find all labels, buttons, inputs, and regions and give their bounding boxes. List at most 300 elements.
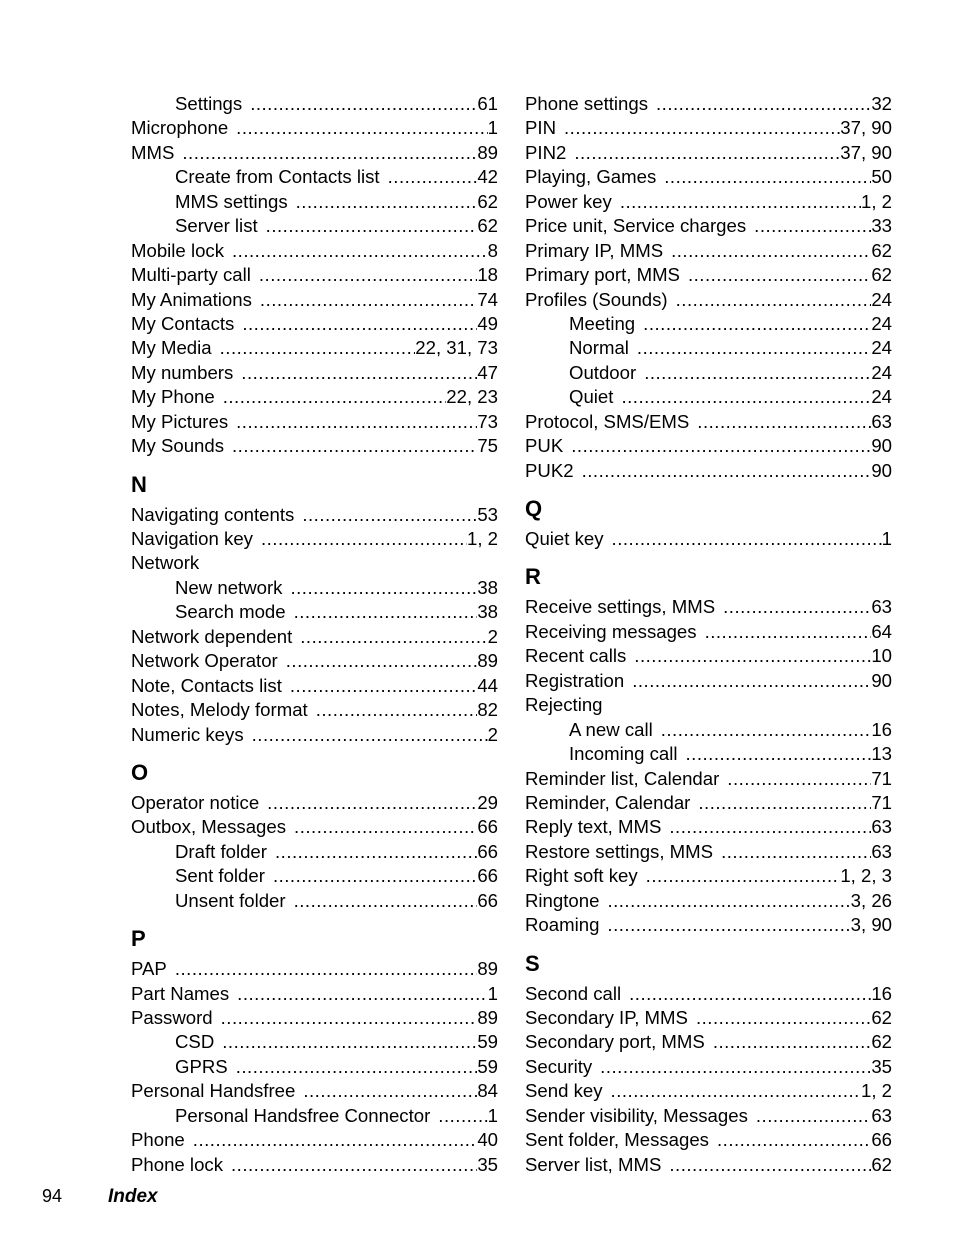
- index-subentry: [131, 1030, 498, 1054]
- entry-term: Notes, Melody format: [131, 699, 308, 721]
- index-subentry: [131, 840, 498, 864]
- index-entry: [131, 551, 498, 575]
- index-entry: [525, 141, 892, 165]
- entry-pages: 42: [477, 166, 498, 188]
- entry-pages: 2: [487, 625, 498, 647]
- entry-term: Primary port, MMS: [525, 264, 680, 286]
- index-entry: [131, 957, 498, 981]
- index-entry: [131, 434, 498, 458]
- index-entry: [131, 503, 498, 527]
- index-entry: [525, 864, 892, 888]
- entry-pages: 24: [871, 337, 892, 359]
- dot-leader: [571, 434, 871, 458]
- entry-term: New network: [175, 576, 283, 598]
- entry-pages: 62: [477, 190, 498, 212]
- dot-leader: [193, 1128, 478, 1152]
- index-entry: [525, 165, 892, 189]
- index-entry: [131, 1128, 498, 1152]
- entry-pages: 24: [871, 312, 892, 334]
- entry-term: Second call: [525, 982, 622, 1004]
- entry-term: Navigation key: [131, 528, 253, 549]
- entry-pages: 84: [477, 1080, 498, 1102]
- entry-pages: 66: [477, 865, 498, 887]
- entry-term: Network: [131, 552, 200, 574]
- index-entry: [525, 239, 892, 263]
- entry-term: Receive settings, MMS: [525, 596, 716, 618]
- entry-term: Server list: [175, 215, 258, 237]
- entry-term: Right soft key: [525, 865, 638, 887]
- dot-leader: [697, 410, 871, 434]
- entry-term: Outdoor: [569, 361, 637, 383]
- index-subentry: [525, 718, 892, 742]
- entry-pages: 66: [477, 840, 498, 862]
- dot-leader: [611, 1079, 861, 1103]
- entry-pages: 1: [881, 528, 892, 549]
- dot-leader: [232, 434, 477, 458]
- index-entry: [525, 434, 892, 458]
- entry-pages: 22, 31, 73: [415, 337, 498, 359]
- index-entry: [131, 336, 498, 360]
- dot-leader: [303, 1079, 477, 1103]
- dot-leader: [261, 527, 467, 551]
- entry-pages: 1: [487, 1104, 498, 1126]
- index-entry: [525, 913, 892, 937]
- entry-pages: 1, 2: [860, 1080, 892, 1102]
- entry-pages: 59: [477, 1031, 498, 1053]
- index-entry: [525, 410, 892, 434]
- index-entry: [131, 723, 498, 747]
- dot-leader: [252, 723, 488, 747]
- index-entry: [525, 1128, 892, 1152]
- dot-leader: [294, 815, 477, 839]
- entry-term: Restore settings, MMS: [525, 840, 714, 862]
- entry-term: Network dependent: [131, 625, 293, 647]
- entry-pages: 37, 90: [840, 117, 892, 139]
- entry-pages: 66: [871, 1129, 892, 1151]
- dot-leader: [634, 644, 871, 668]
- entry-pages: 73: [477, 410, 498, 432]
- dot-leader: [656, 92, 871, 116]
- index-entry: [525, 620, 892, 644]
- entry-pages: 63: [871, 1104, 892, 1126]
- entry-term: PIN2: [525, 141, 567, 163]
- entry-term: Protocol, SMS/EMS: [525, 410, 690, 432]
- entry-pages: 35: [871, 1055, 892, 1077]
- dot-leader: [182, 141, 477, 165]
- dot-leader: [266, 214, 478, 238]
- dot-leader: [316, 698, 478, 722]
- index-entry: [131, 527, 498, 551]
- entry-term: Search mode: [175, 601, 286, 623]
- dot-leader: [756, 1104, 871, 1128]
- entry-term: Sender visibility, Messages: [525, 1104, 748, 1126]
- dot-leader: [669, 815, 871, 839]
- index-subentry: [525, 385, 892, 409]
- entry-term: My Contacts: [131, 312, 235, 334]
- dot-leader: [290, 576, 477, 600]
- entry-term: Numeric keys: [131, 723, 244, 745]
- entry-term: Reminder, Calendar: [525, 791, 691, 813]
- entry-pages: 74: [477, 288, 498, 310]
- dot-leader: [671, 239, 871, 263]
- dot-leader: [686, 742, 872, 766]
- index-subentry: [131, 600, 498, 624]
- dot-leader: [231, 1153, 477, 1177]
- index-entry: [525, 669, 892, 693]
- entry-term: Rejecting: [525, 694, 603, 716]
- dot-leader: [698, 791, 871, 815]
- entry-term: Normal: [569, 337, 629, 359]
- entry-pages: 38: [477, 576, 498, 598]
- dot-leader: [621, 385, 871, 409]
- entry-pages: 47: [477, 361, 498, 383]
- entry-term: Incoming call: [569, 743, 678, 765]
- entry-pages: 63: [871, 840, 892, 862]
- entry-term: Network Operator: [131, 650, 278, 672]
- index-entry: [131, 1153, 498, 1177]
- dot-leader: [223, 385, 447, 409]
- entry-term: Meeting: [569, 312, 636, 334]
- entry-pages: 1, 2, 3: [840, 865, 892, 887]
- dot-leader: [294, 889, 478, 913]
- entry-pages: 62: [871, 239, 892, 261]
- dot-leader: [267, 791, 477, 815]
- entry-term: Primary IP, MMS: [525, 239, 664, 261]
- index-entry: [131, 1006, 498, 1030]
- entry-pages: 62: [477, 215, 498, 237]
- index-entry: [525, 1104, 892, 1128]
- index-letter-heading: R: [525, 564, 541, 590]
- dot-leader: [236, 1055, 478, 1079]
- index-entry: [131, 625, 498, 649]
- entry-term: Draft folder: [175, 840, 267, 862]
- entry-pages: 10: [871, 645, 892, 667]
- entry-term: My Phone: [131, 386, 215, 408]
- dot-leader: [294, 600, 478, 624]
- index-letter-heading: Q: [525, 496, 543, 521]
- index-letter-heading: O: [131, 759, 149, 785]
- dot-leader: [646, 864, 841, 888]
- entry-pages: 38: [477, 601, 498, 623]
- entry-term: Profiles (Sounds): [525, 288, 668, 310]
- dot-leader: [237, 982, 487, 1006]
- dot-leader: [717, 1128, 871, 1152]
- entry-pages: 71: [871, 791, 892, 813]
- dot-leader: [222, 1030, 477, 1054]
- entry-term: Microphone: [131, 117, 229, 139]
- entry-pages: 16: [871, 982, 892, 1004]
- page-number: 94: [42, 1186, 63, 1206]
- entry-term: My Sounds: [131, 435, 225, 457]
- index-entry: [525, 263, 892, 287]
- entry-pages: 16: [871, 718, 892, 740]
- index-subentry: [131, 889, 498, 913]
- index-entry: [525, 459, 892, 483]
- entry-term: Roaming: [525, 914, 600, 936]
- entry-term: Create from Contacts list: [175, 166, 380, 188]
- entry-term: MMS settings: [175, 190, 288, 212]
- entry-term: CSD: [175, 1031, 215, 1053]
- entry-pages: 82: [477, 699, 498, 721]
- entry-term: Power key: [525, 190, 612, 212]
- entry-term: Part Names: [131, 982, 230, 1004]
- entry-term: Server list, MMS: [525, 1153, 662, 1175]
- index-entry: [131, 141, 498, 165]
- entry-pages: 89: [477, 958, 498, 980]
- entry-term: Unsent folder: [175, 889, 286, 911]
- dot-leader: [643, 312, 871, 336]
- entry-pages: 90: [871, 459, 892, 481]
- dot-leader: [582, 459, 872, 483]
- dot-leader: [676, 288, 872, 312]
- entry-pages: 64: [871, 620, 892, 642]
- index-entry: [525, 1030, 892, 1054]
- dot-leader: [286, 649, 478, 673]
- entry-term: Reply text, MMS: [525, 816, 662, 838]
- dot-leader: [723, 595, 871, 619]
- index-entry: [525, 214, 892, 238]
- entry-term: My Pictures: [131, 410, 229, 432]
- entry-term: GPRS: [175, 1055, 228, 1077]
- entry-pages: 1, 2: [466, 528, 498, 549]
- index-entry: [525, 889, 892, 913]
- dot-leader: [705, 620, 872, 644]
- entry-pages: 35: [477, 1153, 498, 1175]
- dot-leader: [388, 165, 478, 189]
- entry-term: Quiet: [569, 386, 614, 408]
- index-entry: [525, 116, 892, 140]
- entry-pages: 62: [871, 1007, 892, 1028]
- entry-term: Ringtone: [525, 889, 600, 911]
- dot-leader: [236, 116, 488, 140]
- index-entry: [131, 239, 498, 263]
- entry-term: Recent calls: [525, 645, 627, 667]
- entry-term: Phone settings: [525, 93, 649, 114]
- dot-leader: [664, 165, 871, 189]
- index-subentry: [131, 1104, 498, 1128]
- entry-pages: 63: [871, 410, 892, 432]
- dot-leader: [574, 141, 840, 165]
- entry-pages: 89: [477, 1007, 498, 1028]
- entry-pages: 63: [871, 596, 892, 618]
- index-subentry: [525, 361, 892, 385]
- entry-term: Outbox, Messages: [131, 816, 287, 838]
- entry-pages: 32: [871, 93, 892, 114]
- index-entry: [131, 288, 498, 312]
- index-entry: [131, 1079, 498, 1103]
- index-entry: [525, 982, 892, 1006]
- section-title: Index: [108, 1186, 158, 1207]
- entry-term: Playing, Games: [525, 166, 657, 188]
- entry-pages: 44: [477, 674, 498, 696]
- index-entry: [525, 1006, 892, 1030]
- index-subentry: [131, 1055, 498, 1079]
- entry-pages: 59: [477, 1055, 498, 1077]
- dot-leader: [300, 625, 487, 649]
- entry-pages: 3, 90: [850, 914, 892, 936]
- index-entry: [131, 385, 498, 409]
- index-letter-heading: P: [131, 926, 146, 952]
- index-entry: [131, 312, 498, 336]
- entry-term: My numbers: [131, 361, 234, 383]
- entry-pages: 24: [871, 288, 892, 310]
- entry-pages: 13: [871, 743, 892, 765]
- index-column-left: [131, 92, 498, 1177]
- entry-term: My Animations: [131, 288, 252, 310]
- entry-term: Navigating contents: [131, 503, 295, 525]
- index-entry: [525, 92, 892, 116]
- entry-term: Phone lock: [131, 1153, 223, 1175]
- entry-pages: 1, 2: [860, 190, 892, 212]
- dot-leader: [236, 410, 477, 434]
- dot-leader: [250, 92, 477, 116]
- entry-term: Personal Handsfree Connector: [175, 1104, 431, 1126]
- entry-pages: 66: [477, 816, 498, 838]
- dot-leader: [727, 767, 871, 791]
- index-entry: [525, 1153, 892, 1177]
- entry-pages: 90: [871, 669, 892, 691]
- entry-term: Price unit, Service charges: [525, 215, 747, 237]
- dot-leader: [713, 1030, 872, 1054]
- entry-term: Reminder list, Calendar: [525, 767, 720, 789]
- entry-term: Receiving messages: [525, 620, 697, 642]
- entry-term: Multi-party call: [131, 264, 251, 286]
- entry-pages: 49: [477, 312, 498, 334]
- entry-pages: 89: [477, 650, 498, 672]
- entry-pages: 2: [487, 723, 498, 745]
- entry-pages: 1: [487, 117, 498, 139]
- dot-leader: [302, 503, 477, 527]
- entry-term: Quiet key: [525, 528, 604, 549]
- entry-term: PUK2: [525, 459, 574, 481]
- index-entry: [131, 982, 498, 1006]
- entry-term: MMS: [131, 141, 175, 163]
- entry-pages: 62: [871, 1153, 892, 1175]
- index-entry: [525, 644, 892, 668]
- dot-leader: [241, 361, 477, 385]
- dot-leader: [290, 674, 477, 698]
- entry-pages: 89: [477, 141, 498, 163]
- entry-pages: 75: [477, 435, 498, 457]
- index-entry: [525, 190, 892, 214]
- entry-pages: 8: [487, 239, 498, 261]
- index-entry: [525, 288, 892, 312]
- dot-leader: [644, 361, 871, 385]
- dot-leader: [637, 336, 871, 360]
- dot-leader: [607, 889, 850, 913]
- index-entry: [131, 116, 498, 140]
- index-entry: [525, 1055, 892, 1079]
- entry-pages: 24: [871, 386, 892, 408]
- entry-pages: 24: [871, 361, 892, 383]
- dot-leader: [296, 190, 478, 214]
- dot-leader: [564, 116, 840, 140]
- index-entry: [131, 698, 498, 722]
- index-entry: [525, 595, 892, 619]
- entry-term: Sent folder, Messages: [525, 1129, 709, 1151]
- entry-pages: 62: [871, 1031, 892, 1053]
- entry-term: Secondary IP, MMS: [525, 1007, 688, 1028]
- dot-leader: [688, 263, 871, 287]
- entry-term: Settings: [175, 93, 243, 114]
- dot-leader: [620, 190, 861, 214]
- entry-pages: 18: [477, 264, 498, 286]
- dot-leader: [221, 1006, 478, 1030]
- entry-pages: 37, 90: [840, 141, 892, 163]
- dot-leader: [175, 957, 477, 981]
- page-footer: [42, 1186, 158, 1208]
- entry-pages: 63: [871, 816, 892, 838]
- dot-leader: [669, 1153, 871, 1177]
- entry-pages: 33: [871, 215, 892, 237]
- entry-pages: 40: [477, 1129, 498, 1151]
- index-entry: [525, 1079, 892, 1103]
- index-subentry: [525, 742, 892, 766]
- entry-term: Mobile lock: [131, 239, 225, 261]
- entry-term: Personal Handsfree: [131, 1080, 296, 1102]
- entry-pages: 90: [871, 435, 892, 457]
- entry-term: Operator notice: [131, 791, 260, 813]
- entry-term: PUK: [525, 435, 564, 457]
- entry-term: Secondary port, MMS: [525, 1031, 705, 1053]
- entry-term: My Media: [131, 337, 212, 359]
- dot-leader: [754, 214, 871, 238]
- dot-leader: [612, 527, 882, 551]
- entry-term: Phone: [131, 1129, 185, 1151]
- dot-leader: [220, 336, 416, 360]
- index-letter-heading: S: [525, 950, 540, 976]
- dot-leader: [721, 840, 871, 864]
- index-entry: [131, 410, 498, 434]
- entry-term: Security: [525, 1055, 593, 1077]
- index-entry: [131, 791, 498, 815]
- dot-leader: [242, 312, 477, 336]
- index-subentry: [131, 576, 498, 600]
- index-entry: [525, 840, 892, 864]
- dot-leader: [661, 718, 872, 742]
- index-entry: [525, 791, 892, 815]
- entry-term: PAP: [131, 958, 167, 980]
- index-entry: [525, 527, 892, 551]
- index-subentry: [131, 165, 498, 189]
- index-subentry: [525, 336, 892, 360]
- dot-leader: [632, 669, 871, 693]
- index-entry: [131, 674, 498, 698]
- index-subentry: [131, 92, 498, 116]
- entry-term: Note, Contacts list: [131, 674, 282, 696]
- dot-leader: [259, 263, 477, 287]
- dot-leader: [629, 982, 871, 1006]
- entry-term: Sent folder: [175, 865, 265, 887]
- entry-term: PIN: [525, 117, 556, 139]
- entry-term: A new call: [569, 718, 653, 740]
- index-subentry: [525, 312, 892, 336]
- entry-pages: 1: [487, 982, 498, 1004]
- index-entry: [131, 361, 498, 385]
- dot-leader: [607, 913, 850, 937]
- index-subentry: [131, 214, 498, 238]
- entry-pages: 61: [477, 93, 498, 114]
- dot-leader: [600, 1055, 871, 1079]
- entry-term: Password: [131, 1007, 213, 1028]
- dot-leader: [275, 840, 477, 864]
- dot-leader: [438, 1104, 487, 1128]
- dot-leader: [273, 864, 477, 888]
- dot-leader: [232, 239, 488, 263]
- entry-pages: 50: [871, 166, 892, 188]
- entry-pages: 22, 23: [446, 386, 498, 408]
- index-entry: [131, 649, 498, 673]
